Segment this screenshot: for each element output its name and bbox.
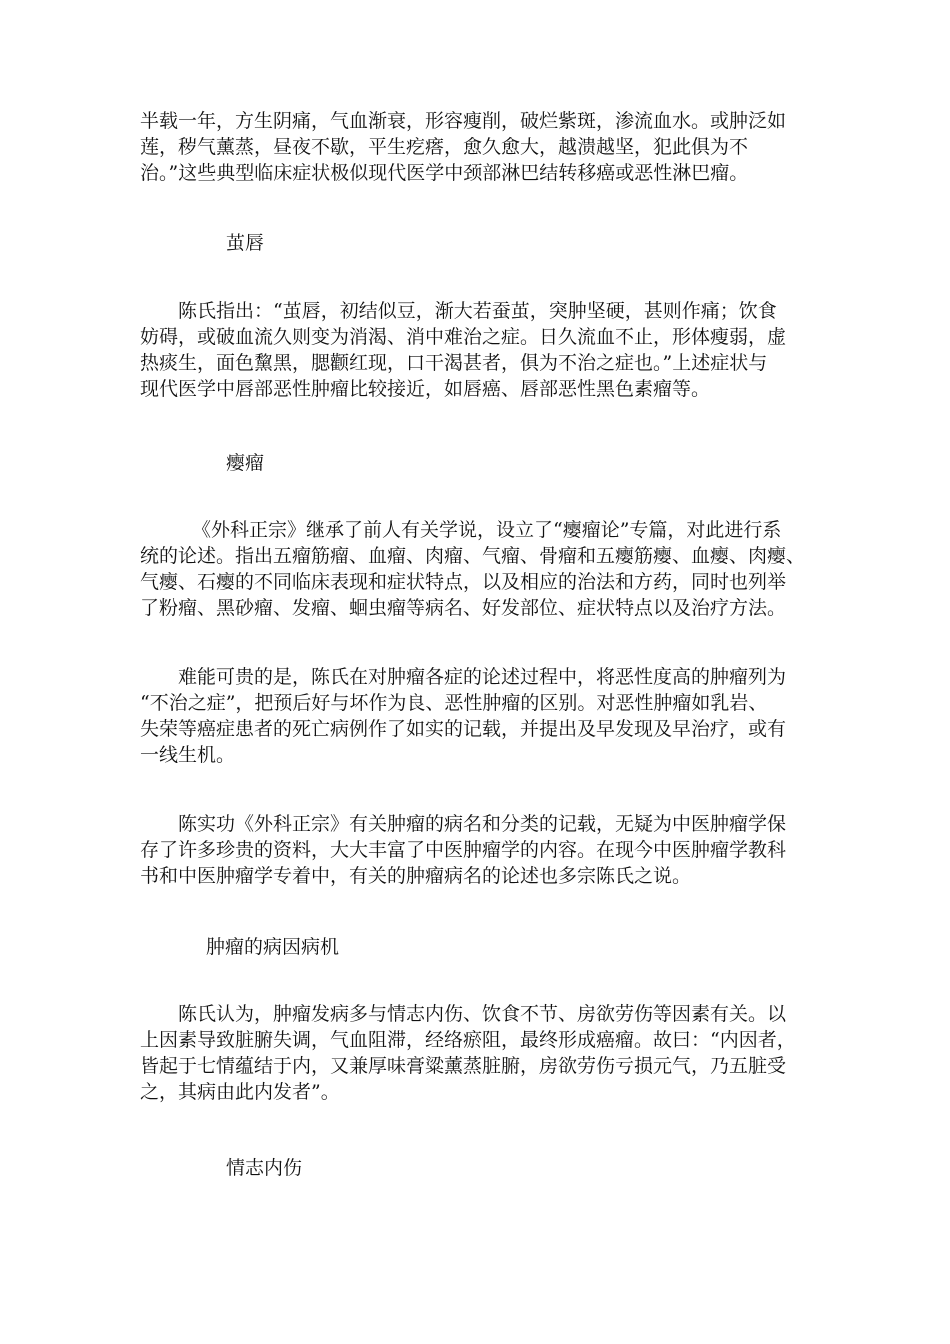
paragraph-5: [140, 811, 820, 889]
paragraph-3: [140, 517, 820, 621]
text-line: 陈氏指出：“茧唇，初结似豆，渐大若蚕茧，突肿坚硬，甚则作痛；饮食: [178, 300, 777, 322]
text-line: 失荣等癌症患者的死亡病例作了如实的记载，并提出及早发现及早治疗，或有: [140, 718, 787, 740]
text-line: 妨碍，或破血流久则变为消渴、消中难治之症。日久流血不止，形体瘦弱，虚: [140, 326, 787, 348]
text-line: 陈实功《外科正宗》有关肿瘤的病名和分类的记载，无疑为中医肿瘤学保: [178, 813, 787, 835]
text-line: 难能可贵的是，陈氏在对肿瘤各症的论述过程中，将恶性度高的肿瘤列为: [178, 666, 787, 688]
text-line: “不治之症”，把预后好与坏作为良、恶性肿瘤的区别。对恶性肿瘤如乳岩、: [140, 692, 768, 714]
text-line: 现代医学中唇部恶性肿瘤比较接近，如唇癌、唇部恶性黑色素瘤等。: [140, 378, 711, 400]
text-line: 书和中医肿瘤学专着中，有关的肿瘤病名的论述也多宗陈氏之说。: [140, 865, 692, 887]
text-line: 热痰生，面色黧黑，腮颧红现，口干渴甚者，俱为不治之症也。”上述症状与: [140, 352, 768, 374]
text-line: 《外科正宗》继承了前人有关学说，设立了“瘿瘤论”专篇，对此进行系: [192, 519, 782, 541]
section-heading: 情志内伤: [226, 1157, 303, 1179]
section-heading: 瘿瘤: [226, 452, 265, 474]
paragraph-4: [140, 664, 820, 768]
text-line: 了粉瘤、黑砂瘤、发瘤、蛔虫瘤等病名、好发部位、症状特点以及治疗方法。: [140, 597, 787, 619]
paragraph-6: [140, 1001, 820, 1105]
text-line: 治。”这些典型临床症状极似现代医学中颈部淋巴结转移癌或恶性淋巴瘤。: [140, 162, 749, 184]
paragraph-2: [140, 298, 820, 402]
text-line: 气瘿、石瘿的不同临床表现和症状特点，以及相应的治法和方药，同时也列举: [140, 571, 787, 593]
text-line: 存了许多珍贵的资料，大大丰富了中医肿瘤学的内容。在现今中医肿瘤学教科: [140, 839, 787, 861]
text-line: 陈氏认为，肿瘤发病多与情志内伤、饮食不节、房欲劳伤等因素有关。以: [178, 1003, 787, 1025]
text-line: 上因素导致脏腑失调，气血阻滞，经络瘀阻，最终形成癌瘤。故曰：“内因者，: [140, 1029, 796, 1051]
text-line: 统的论述。指出五瘤筋瘤、血瘤、肉瘤、气瘤、骨瘤和五瘿筋瘿、血瘿、肉瘿、: [140, 545, 806, 567]
text-line: 莲，秽气薰蒸，昼夜不歇，平生疙瘩，愈久愈大，越溃越坚，犯此俱为不: [140, 136, 749, 158]
section-heading: 茧唇: [226, 232, 265, 254]
section-heading: 肿瘤的病因病机: [206, 936, 340, 958]
text-line: 皆起于七情蕴结于内，又兼厚味膏粱薰蒸脏腑，房欲劳伤亏损元气，乃五脏受: [140, 1055, 787, 1077]
paragraph-1: [140, 108, 820, 186]
text-line: 半载一年，方生阴痛，气血渐衰，形容瘦削，破烂紫斑，渗流血水。或肿泛如: [140, 110, 787, 132]
text-line: 之，其病由此内发者”。: [140, 1081, 340, 1103]
text-line: 一线生机。: [140, 744, 236, 766]
